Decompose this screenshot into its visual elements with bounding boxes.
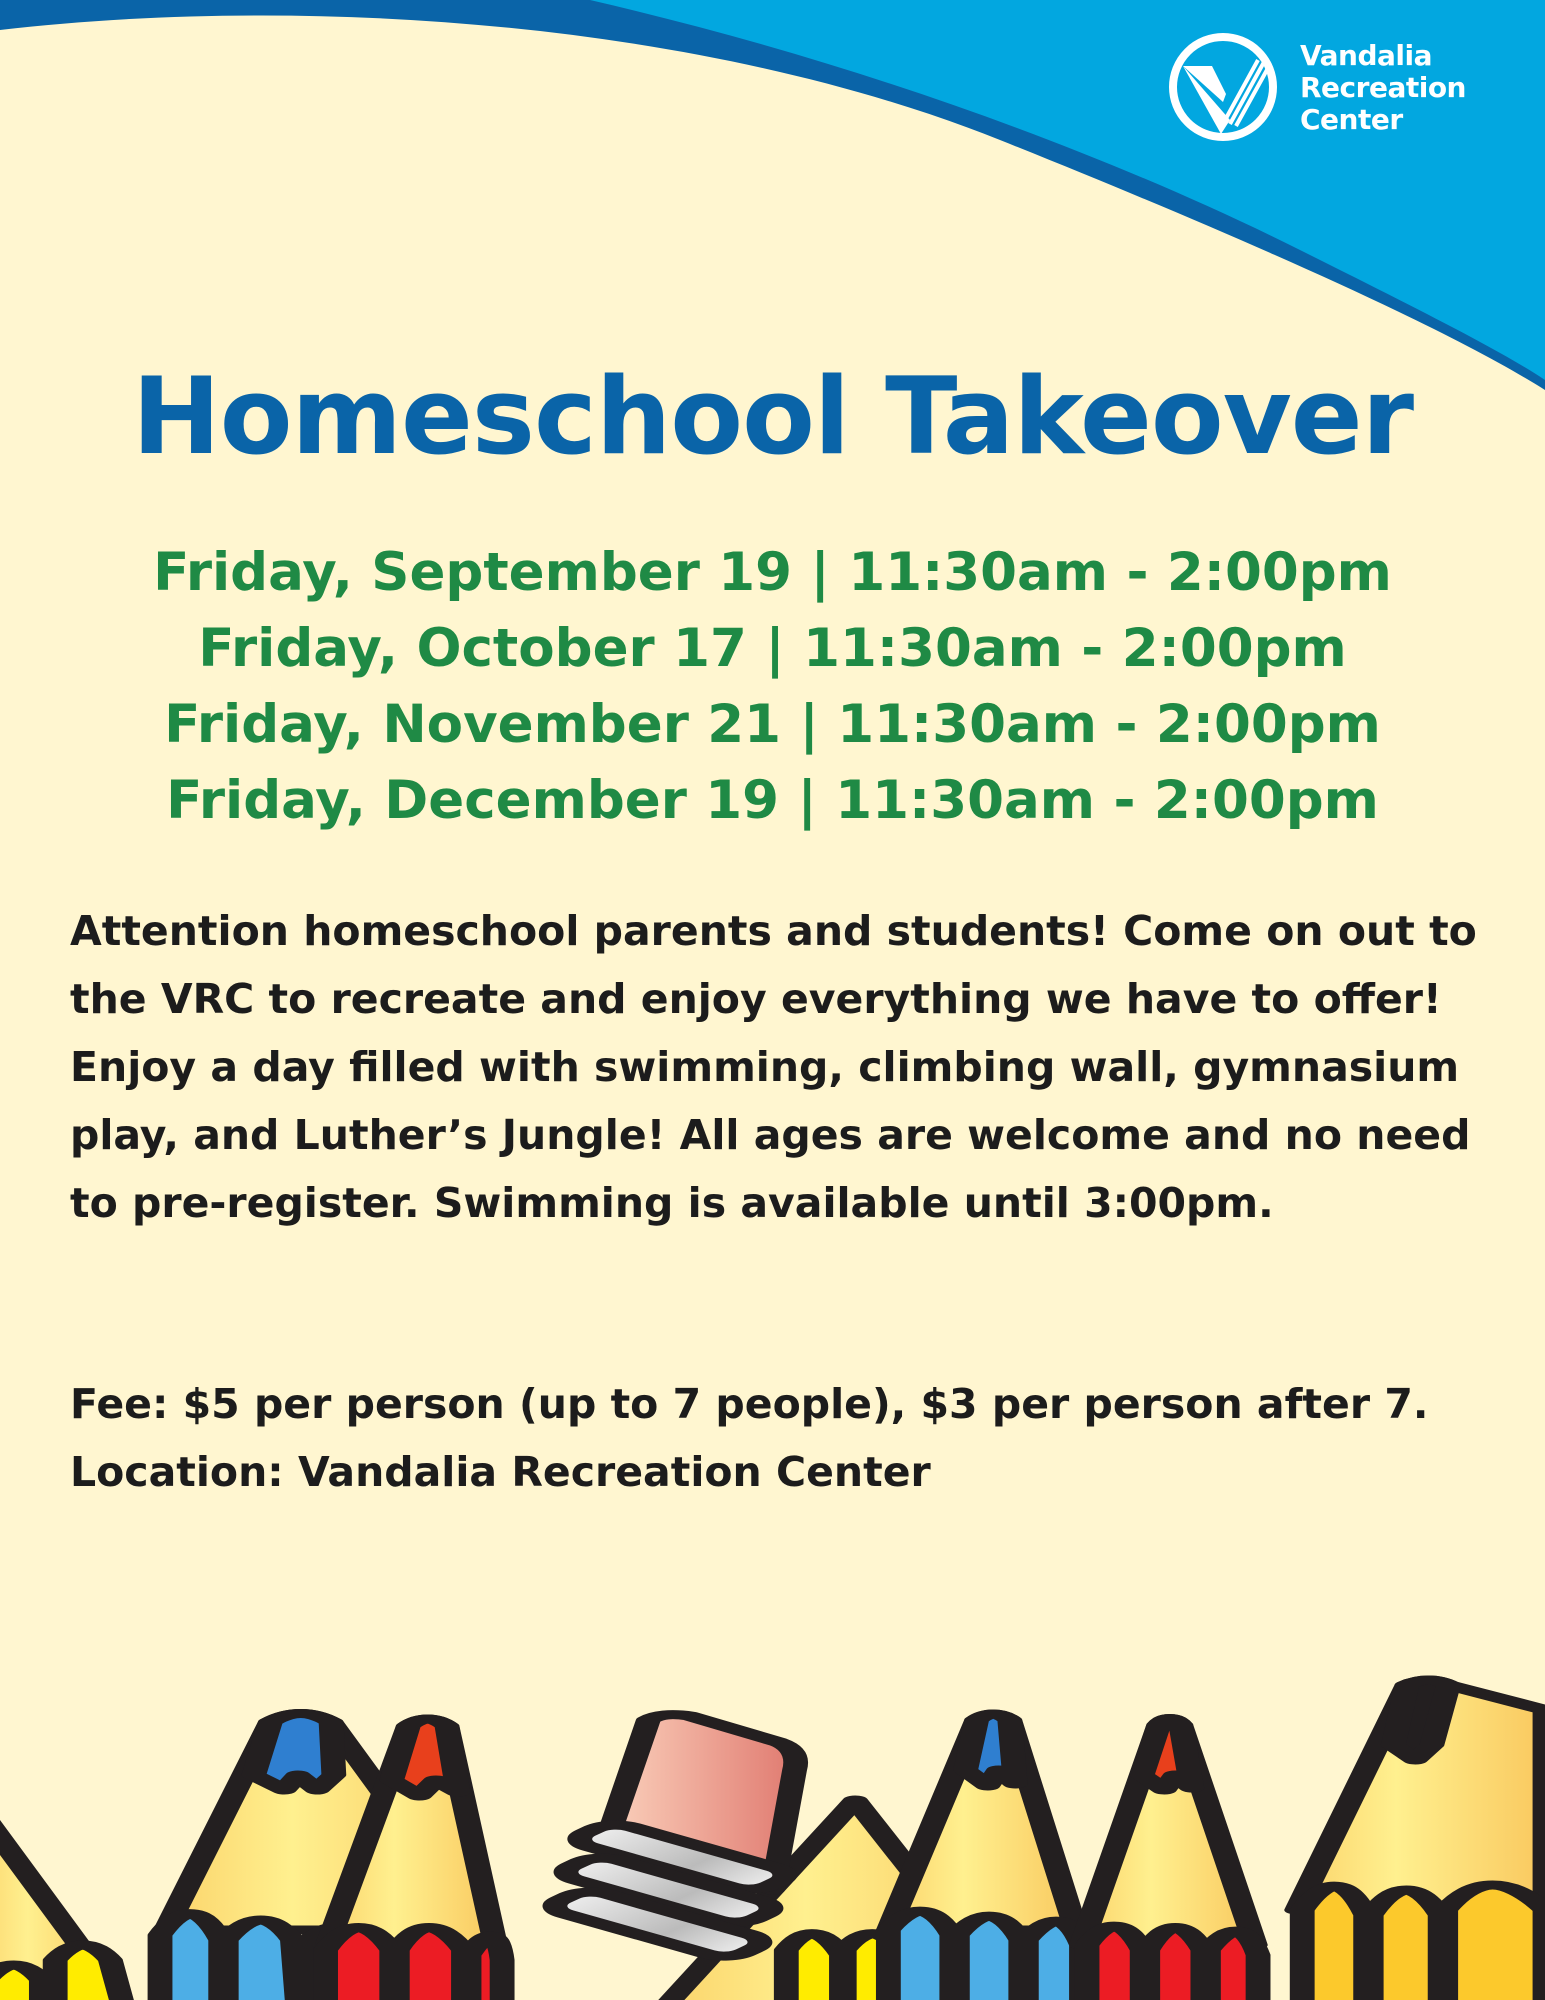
event-date: Friday, October 17 | 11:30am - 2:00pm [198, 618, 1347, 679]
page-title: Homeschool Takeover [132, 355, 1413, 478]
logo-line-1: Vandalia [1300, 39, 1432, 72]
location-info: Location: Vandalia Recreation Center [70, 1448, 931, 1496]
logo-line-3: Center [1300, 103, 1403, 136]
fee-info: Fee: $5 per person (up to 7 people), $3 per person after 7. [70, 1380, 1429, 1428]
event-date: Friday, December 19 | 11:30am - 2:00pm [166, 770, 1379, 831]
logo-line-2: Recreation [1300, 71, 1466, 104]
event-dates [0, 535, 1545, 839]
event-date: Friday, September 19 | 11:30am - 2:00pm [153, 542, 1392, 603]
vrc-check-icon [1168, 32, 1283, 147]
event-date: Friday, November 21 | 11:30am - 2:00pm [164, 694, 1381, 755]
vrc-logo [1168, 32, 1508, 147]
event-description: Attention homeschool parents and students! Come on out to the VRC to recreate and enjoy everything we have to offer! Enjoy a day filled with swimming, climbing wall, gymnasium play, and Luther’s Jungle! All ages are welcome and no need to pre-register. Swimming is available until 3:00pm. [70, 907, 1477, 1227]
pencils-illustration [0, 1650, 1545, 2000]
